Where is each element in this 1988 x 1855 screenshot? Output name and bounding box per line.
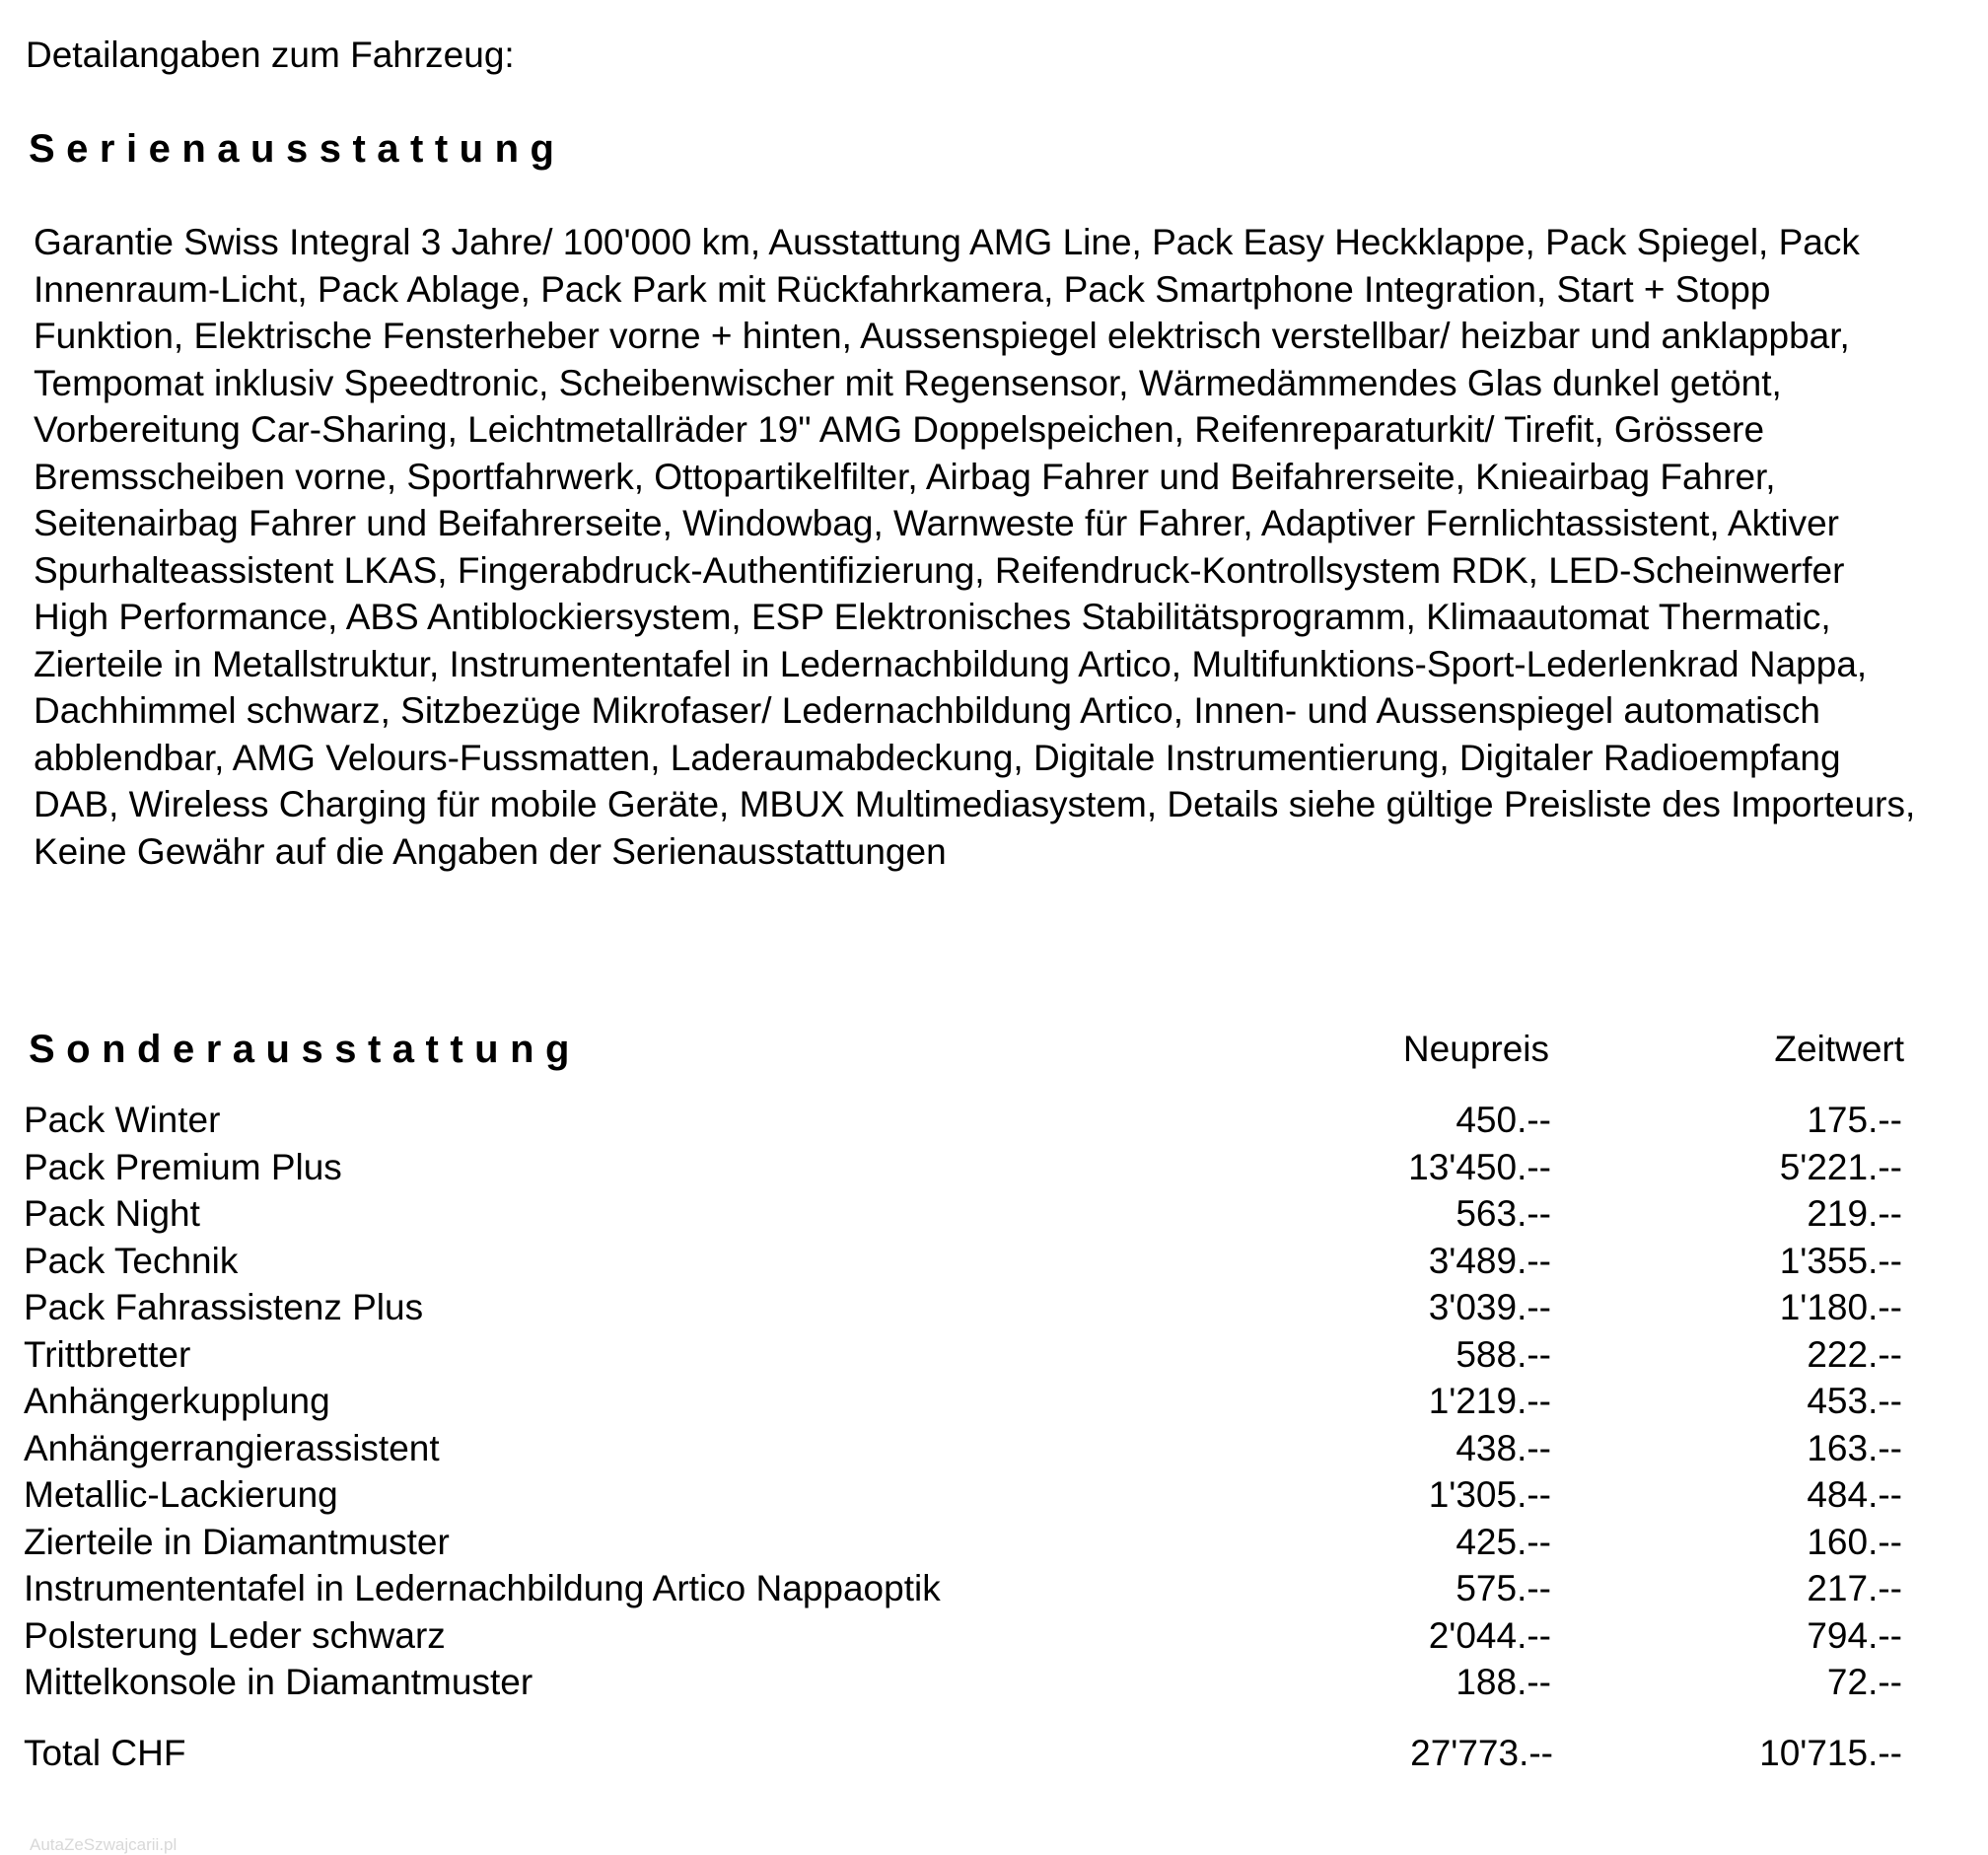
option-neupreis: 1'305.-- [1428, 1474, 1551, 1515]
table-row [0, 1331, 1988, 1379]
option-neupreis: 575.-- [1456, 1568, 1551, 1608]
option-neupreis: 425.-- [1456, 1521, 1551, 1562]
table-row [0, 1659, 1988, 1706]
options-table [0, 1097, 1988, 1706]
option-name: Anhängerrangierassistent [24, 1427, 440, 1468]
table-row [0, 1238, 1988, 1285]
neupreis-column-header: Neupreis [1402, 1029, 1549, 1069]
option-zeitwert: 1'355.-- [1779, 1240, 1902, 1281]
option-name: Anhängerkupplung [24, 1381, 330, 1421]
option-neupreis: 2'044.-- [1428, 1614, 1551, 1656]
table-row [0, 1144, 1988, 1191]
option-name: Mittelkonsole in Diamantmuster [24, 1662, 533, 1702]
option-zeitwert: 160.-- [1807, 1521, 1902, 1562]
option-neupreis: 3'489.-- [1428, 1240, 1551, 1281]
option-name: Pack Technik [24, 1240, 239, 1281]
table-row [0, 1378, 1988, 1425]
option-zeitwert: 794.-- [1807, 1614, 1902, 1656]
option-name: Metallic-Lackierung [24, 1474, 338, 1515]
option-neupreis: 1'219.-- [1428, 1381, 1551, 1421]
table-row [0, 1425, 1988, 1472]
table-row [0, 1190, 1988, 1238]
option-neupreis: 450.-- [1456, 1100, 1551, 1140]
table-row [0, 1284, 1988, 1331]
page-heading: Detailangaben zum Fahrzeug: [26, 35, 515, 75]
total-zeitwert: 10'715.-- [1759, 1733, 1902, 1773]
zeitwert-column-header: Zeitwert [1774, 1029, 1904, 1069]
table-row [0, 1471, 1988, 1519]
option-neupreis: 588.-- [1456, 1333, 1551, 1375]
option-zeitwert: 484.-- [1807, 1474, 1902, 1515]
table-row [0, 1612, 1988, 1660]
table-row [0, 1519, 1988, 1566]
option-name: Zierteile in Diamantmuster [24, 1521, 450, 1562]
option-zeitwert: 1'180.-- [1779, 1287, 1902, 1327]
option-name: Polsterung Leder schwarz [24, 1614, 446, 1656]
option-name: Pack Fahrassistenz Plus [24, 1287, 424, 1327]
serienausstattung-title: Serienausstattung [29, 127, 566, 171]
option-name: Pack Winter [24, 1100, 221, 1140]
watermark: AutaZeSzwajcarii.pl [30, 1835, 178, 1854]
option-name: Trittbretter [24, 1333, 191, 1375]
option-zeitwert: 163.-- [1807, 1427, 1902, 1468]
option-name: Instrumententafel in Ledernachbildung Artico Nappaoptik [24, 1568, 941, 1608]
option-neupreis: 188.-- [1456, 1662, 1551, 1702]
table-row [0, 1565, 1988, 1612]
option-zeitwert: 217.-- [1807, 1568, 1902, 1608]
option-name: Pack Night [24, 1193, 200, 1234]
option-neupreis: 563.-- [1456, 1193, 1551, 1234]
option-zeitwert: 175.-- [1807, 1100, 1902, 1140]
option-zeitwert: 72.-- [1826, 1662, 1902, 1702]
total-neupreis: 27'773.-- [1410, 1733, 1553, 1773]
option-neupreis: 13'450.-- [1408, 1146, 1551, 1187]
total-row [0, 1730, 1988, 1777]
option-name: Pack Premium Plus [24, 1146, 342, 1187]
option-zeitwert: 5'221.-- [1779, 1146, 1902, 1187]
option-zeitwert: 453.-- [1807, 1381, 1902, 1421]
total-label: Total CHF [24, 1733, 186, 1773]
option-zeitwert: 219.-- [1807, 1193, 1902, 1234]
sonderausstattung-title: Sonderausstattung [29, 1028, 581, 1071]
option-neupreis: 3'039.-- [1428, 1287, 1551, 1327]
table-row [0, 1097, 1988, 1144]
serienausstattung-text: Garantie Swiss Integral 3 Jahre/ 100'000 km, Ausstattung AMG Line, Pack Easy Heckklappe, Pack Spiegel, Pack Innenraum-Licht, Pack Ablage, Pack Park mit Rückfahrkamera, Pack Smartphone Integration, Start + Stopp Funktion, Elektrische Fensterheber vorne + hinten, Aussenspiegel elektrisch verstellbar/ heizbar und anklappbar, Tempomat inklusiv Speedtronic, Scheibenwischer mit Regensensor, Wärmedämmendes Glas dunkel getönt, Vorbereitung Car-Sharing, Leichtmetallräder 19" AMG Doppelspeichen, Reifenreparaturkit/ Tirefit, Grössere Bremsscheiben vorne, Sportfahrwerk, Ottopartikelfilter, Airbag Fahrer und Beifahrerseite, Knieairbag Fahrer, Seitenairbag Fahrer und Beifahrerseite, Windowbag, Warnweste für Fahrer, Adaptiver Fernlichtassistent, Aktiver Spurhalteassistent LKAS, Fingerabdruck-Authentifizierung, Reifendruck-Kontrollsystem RDK, LED-Scheinwerfer High Performance, ABS Antiblockiersystem, ESP Elektronisches Stabilitätsprogramm, Klimaautomat Thermatic, Zierteile in Metallstruktur, Instrumententafel in Ledernachbildung Artico, Multifunktions-Sport-Lederlenkrad Nappa, Dachhimmel schwarz, Sitzbezüge Mikrofaser/ Ledernachbildung Artico, Innen- und Aussenspiegel automatisch abblendbar, AMG Velours-Fussmatten, Laderaumabdeckung, Digitale Instrumentierung, Digitaler Radioempfang DAB, Wireless Charging für mobile Geräte, MBUX Multimediasystem, Details siehe gültige Preisliste des Importeurs, Keine Gewähr auf die Angaben der Serienausstattungen [34, 222, 1916, 872]
option-neupreis: 438.-- [1456, 1427, 1551, 1468]
option-zeitwert: 222.-- [1807, 1333, 1902, 1375]
